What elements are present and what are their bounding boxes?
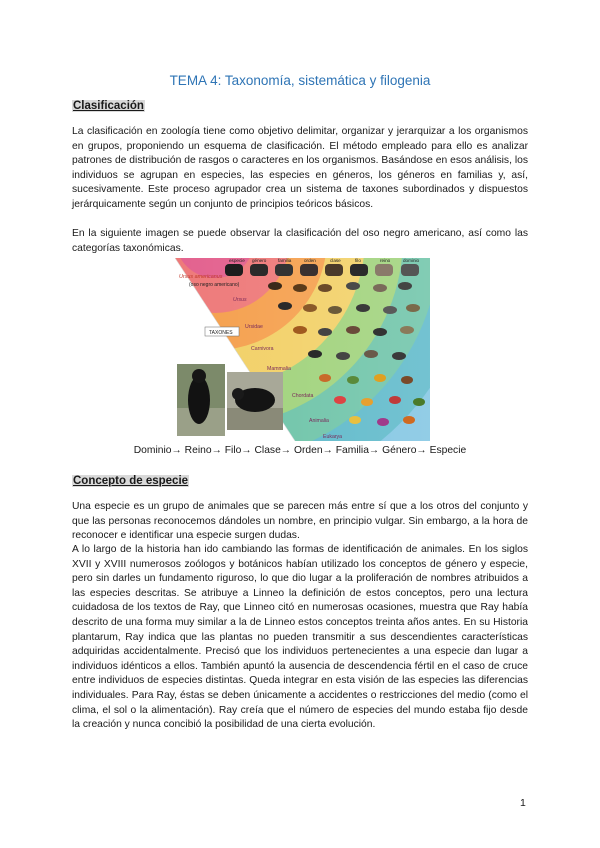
label-chordata: Chordata <box>292 393 314 399</box>
especie-paragraph-definition: Una especie es un grupo de animales que se parecen más entre sí que a los otros del conjunto y que las personas reconocemos dándoles un nombre, en principio vulgar. Sin embargo, a la hora de reconocer e identificar una especie surgen dudas. <box>72 501 528 542</box>
page-title: TEMA 4: Taxonomía, sistemática y filogenia <box>169 73 431 88</box>
label-animalia: Animalia <box>309 418 329 424</box>
col-reino: reino <box>380 258 391 263</box>
taxones-legend-label: TAXONES <box>209 330 233 336</box>
col-dominio: dominio <box>403 258 420 263</box>
label-carnivora: Carnivora <box>251 346 274 352</box>
especie-paragraph-history: A lo largo de la historia han ido cambiando las formas de identificación de animales. En los siglos XVII y XVIII numerosos zoólogos y botánicos habían utilizado los conceptos de género y especie, pero sin darles un fundamento riguroso, lo que dio lugar a la proliferación de nombres atribuidos a las especies descritas. Se atribuye a Linneo la definición de estos conceptos, pero una lectura cuidadosa de los textos de Ray, que Linneo citó en numerosas ocasiones, muestra que Ray había descrito de una forma muy similar a la de Linneo estos conceptos treinta años antes. En su Historia plantarum, Ray indica que las plantas no pueden transmitir a sus descendientes características adquiridas accidentalmente. Precisó que los individuos pertenecientes a una especie dan lugar a individuos idénticos a ellos. También apuntó la ausencia de descendencia fértil en el caso de cruce entre individuos de especies distintas. Queda integrar en esta visión de las especies las diferencias individuales. Para Ray, éstas se deben únicamente a accidentes o restricciones del medio (como el clima, el sol o la alimentación). Ray creía que el número de especies del mundo estaba fijo desde la creación y nunca concibió la posibilidad de una cierta evolución. <box>72 544 528 731</box>
clasificacion-paragraph-image-intro: En la siguiente imagen se puede observar la clasificación del oso negro americano, así como las categorías taxonómicas. <box>72 228 528 254</box>
col-especie: especie <box>229 258 245 263</box>
label-eukarya: Eukarya <box>323 434 343 440</box>
col-clase: clase <box>330 258 341 263</box>
section-heading-concepto-especie: Concepto de especie <box>73 475 189 487</box>
species-common-name: (oso negro americano) <box>189 282 240 288</box>
section-heading-clasificacion: Clasificación <box>73 100 144 112</box>
clasificacion-paragraph: La clasificación en zoología tiene como objetivo delimitar, organizar y jerarquizar a los organismos en grupos, proponiendo un esquema de clasificación. El método empleado para ello es analizar patrones de distribución de rasgos o caracteres en los organismos. Basándose en esos análisis, los individuos se agrupan en especies, las especies en géneros, los géneros en familias y, así, sucesivamente. Este proceso agrupador crea un sistema de taxones subordinados y dispuestos jerárquicamente según un conjunto de principios teóricos básicos. <box>72 126 528 210</box>
col-genero: género <box>252 258 267 263</box>
col-orden: orden <box>304 258 316 263</box>
taxonomy-diagram <box>175 258 430 441</box>
label-ursus: Ursus <box>233 297 247 303</box>
col-familia: familia <box>278 258 292 263</box>
bear-photo-standing <box>177 364 225 436</box>
bear-photo-walking <box>227 372 283 430</box>
col-filo: filo <box>355 258 361 263</box>
label-ursidae: Ursidae <box>245 324 263 330</box>
page-number: 1 <box>520 797 526 809</box>
taxonomy-figure <box>175 258 430 441</box>
label-mammalia: Mammalia <box>267 366 291 372</box>
species-scientific-name: Ursus americanus <box>179 274 223 280</box>
taxonomy-hierarchy-caption: Dominio→ Reino→ Filo→ Clase→ Orden→ Familia→ Género→ Especie <box>133 445 467 456</box>
